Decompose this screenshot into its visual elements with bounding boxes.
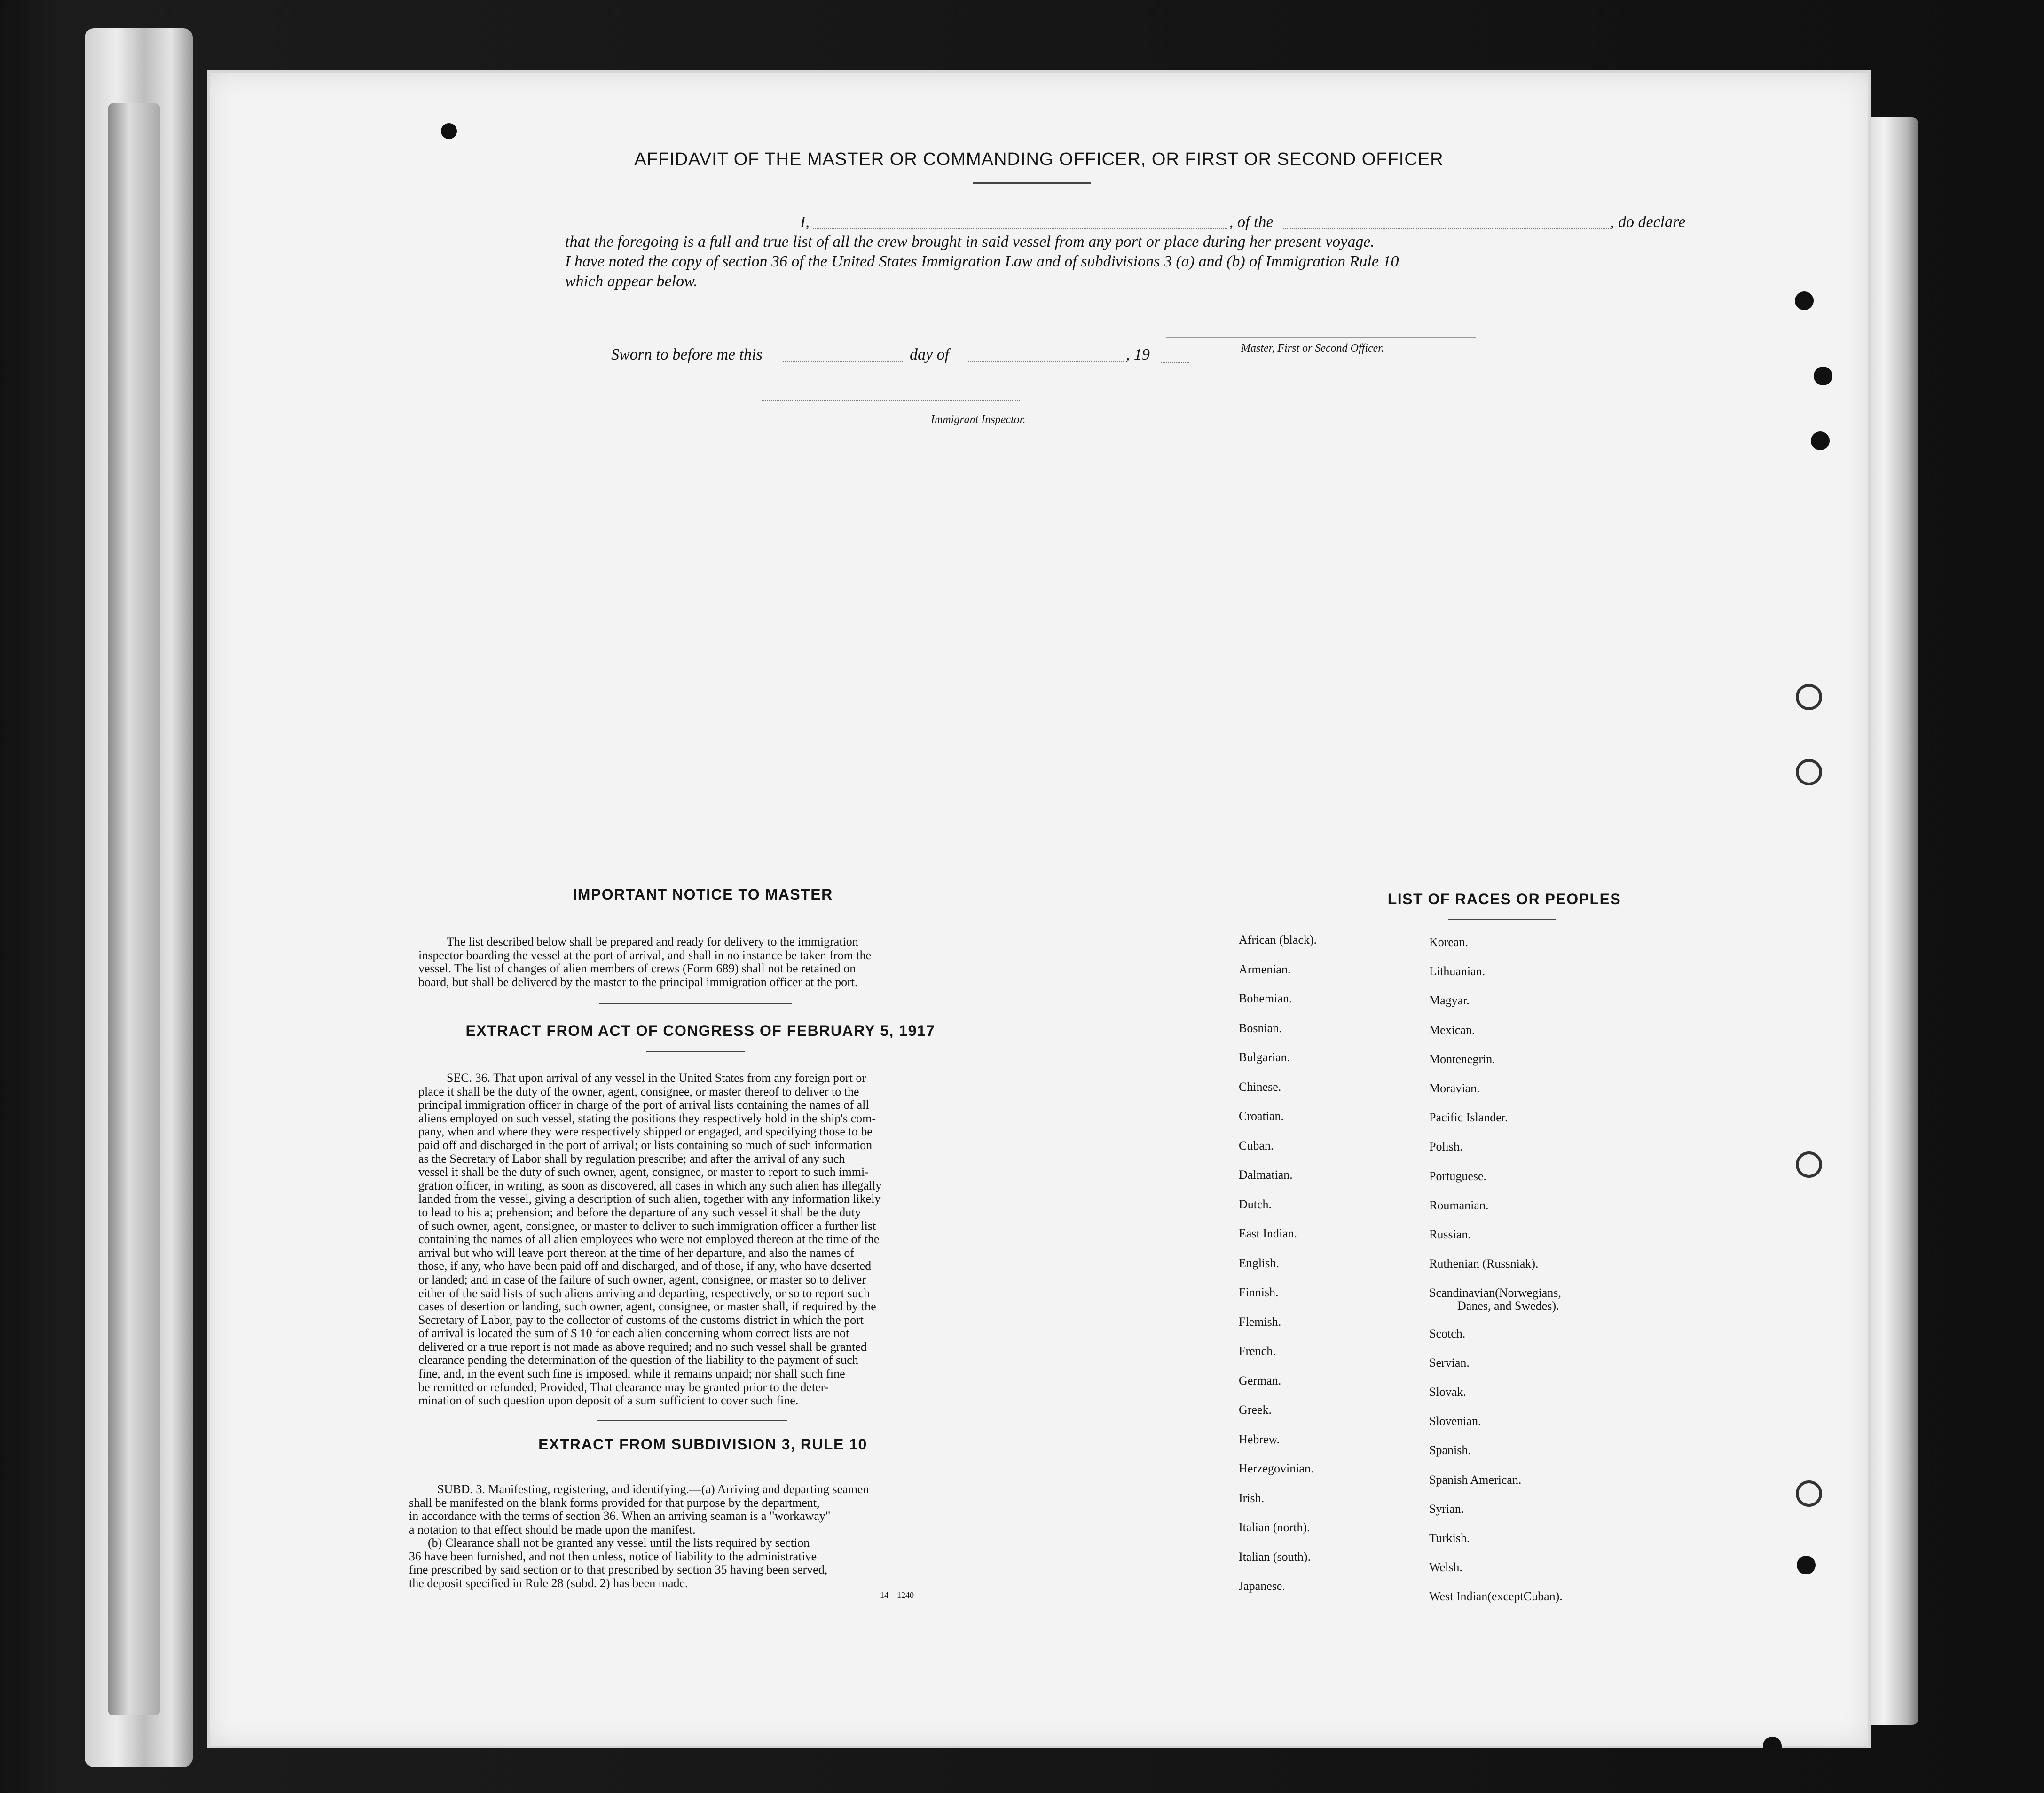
punch-hole bbox=[1795, 291, 1814, 310]
sworn-day-of: day of bbox=[910, 346, 950, 363]
race-item: Lithuanian. bbox=[1429, 964, 1486, 979]
text-line: mination of such question upon deposit of a sum sufficient to cover such fine. bbox=[418, 1394, 799, 1408]
text-line: paid off and discharged in the port of arrival; or lists containing so much of such information bbox=[418, 1138, 873, 1152]
punch-hole bbox=[1797, 1556, 1816, 1574]
affidavit-line-3: I have noted the copy of section 36 of the United States Immigration Law and of subdivisions 3 (a) and (b) of Immigration Rule 10 bbox=[565, 253, 1399, 270]
affidavit-line-2: that the foregoing is a full and true list of all the crew brought in said vessel from any port or place during her present voyage. bbox=[565, 233, 1375, 251]
text-line: or landed; and in case of the failure of such owner, agent, consignee, or master so to deliver bbox=[418, 1273, 866, 1286]
text-line: board, but shall be delivered by the master to the principal immigration officer at the port. bbox=[418, 975, 858, 989]
text-line: to lead to his a; prehension; and before the departure of any such vessel it shall be the duty bbox=[418, 1206, 861, 1219]
race-item: Italian (south). bbox=[1239, 1550, 1311, 1564]
race-item: Dalmatian. bbox=[1239, 1168, 1293, 1182]
extract1-text bbox=[418, 1072, 1001, 1408]
race-item: Polish. bbox=[1429, 1140, 1463, 1154]
race-item: Croatian. bbox=[1239, 1109, 1284, 1123]
race-item: African (black). bbox=[1239, 933, 1317, 947]
race-item: Dutch. bbox=[1239, 1197, 1272, 1211]
signature-line bbox=[1166, 337, 1476, 338]
punch-hole-ring bbox=[1796, 759, 1822, 785]
race-item: West Indian(exceptCuban). bbox=[1429, 1589, 1563, 1604]
text-line: fine prescribed by said section or to that prescribed by section 35 having been served, bbox=[409, 1563, 828, 1576]
text-line: as the Secretary of Labor shall by regulation prescribe; and after the arrival of any such bbox=[418, 1152, 845, 1166]
signature-caption: Master, First or Second Officer. bbox=[1241, 342, 1384, 354]
race-item: Turkish. bbox=[1429, 1531, 1470, 1545]
extract2-text bbox=[409, 1483, 997, 1590]
text-line: inspector boarding the vessel at the port of arrival, and shall in no instance be taken from the bbox=[418, 948, 872, 962]
text-line: landed from the vessel, giving a description of such alien, together with any information likely bbox=[418, 1192, 881, 1206]
race-item: Syrian. bbox=[1429, 1502, 1464, 1516]
divider bbox=[597, 1420, 787, 1421]
text-line: 36 have been furnished, and not then unless, notice of liability to the administrative bbox=[409, 1550, 817, 1563]
text-line: pany, when and where they were respectively shipped or engaged, and specifying those to be bbox=[418, 1125, 873, 1139]
title-underline bbox=[973, 182, 1091, 184]
text-line: SUBD. 3. Manifesting, registering, and identifying.—(a) Arriving and departing seamen bbox=[437, 1483, 869, 1496]
divider bbox=[599, 1003, 792, 1004]
race-item: Welsh. bbox=[1429, 1560, 1462, 1574]
sworn-day-blank bbox=[783, 361, 903, 362]
text-line: principal immigration officer in charge of the port of arrival lists containing the names of all bbox=[418, 1098, 869, 1112]
races-column-1 bbox=[1239, 933, 1427, 1591]
race-item: French. bbox=[1239, 1344, 1276, 1358]
inspector-caption: Immigrant Inspector. bbox=[931, 414, 1026, 426]
sworn-month-blank bbox=[968, 361, 1124, 362]
text-line: a notation to that effect should be made upon the manifest. bbox=[409, 1523, 696, 1536]
punch-hole bbox=[1814, 367, 1832, 385]
text-line: in accordance with the terms of section 36. When an arriving seaman is a "workaway" bbox=[409, 1510, 831, 1523]
affidavit-title: AFFIDAVIT OF THE MASTER OR COMMANDING OFFICER, OR FIRST OR SECOND OFFICER bbox=[634, 149, 1444, 169]
document-page bbox=[207, 70, 1871, 1748]
name-blank bbox=[813, 228, 1227, 229]
text-line: fine, and, in the event such fine is imposed, while it remains unpaid; nor shall such fine bbox=[418, 1367, 845, 1381]
race-item: Portuguese. bbox=[1429, 1169, 1487, 1183]
race-item: Moravian. bbox=[1429, 1081, 1480, 1095]
races-column-2 bbox=[1429, 935, 1711, 1604]
inspector-line bbox=[762, 400, 1020, 401]
punch-hole-ring bbox=[1796, 1480, 1822, 1507]
notice-title: IMPORTANT NOTICE TO MASTER bbox=[573, 886, 833, 903]
race-item: Ruthenian (Russniak). bbox=[1429, 1257, 1539, 1271]
text-line: gration officer, in writing, as soon as discovered, all cases in which any such alien has illegally bbox=[418, 1179, 882, 1192]
affidavit-do-declare: , do declare bbox=[1610, 213, 1686, 231]
binder-edge-left-inner bbox=[108, 103, 160, 1715]
race-item: Finnish. bbox=[1239, 1285, 1279, 1299]
vessel-blank bbox=[1283, 228, 1612, 229]
text-line: the deposit specified in Rule 28 (subd. 2) has been made. bbox=[409, 1576, 688, 1590]
text-line: arrival but who will leave port thereon at the time of her departure, and also the names of bbox=[418, 1246, 854, 1260]
text-line: Secretary of Labor, pay to the collector of customs of the customs district in which the port bbox=[418, 1313, 864, 1327]
affidavit-line-4: which appear below. bbox=[565, 273, 698, 290]
text-line: be remitted or refunded; Provided, That clearance may be granted prior to the deter- bbox=[418, 1380, 829, 1394]
race-item: Spanish American. bbox=[1429, 1472, 1522, 1487]
text-line: of arrival is located the sum of $ 10 for each alien concerning whom correct lists are not bbox=[418, 1327, 849, 1340]
sworn-year-blank bbox=[1161, 362, 1189, 363]
text-line: SEC. 36. That upon arrival of any vessel in the United States from any foreign port or bbox=[447, 1072, 866, 1085]
races-underline bbox=[1448, 919, 1556, 920]
race-item: Russian. bbox=[1429, 1228, 1471, 1241]
race-item: Bosnian. bbox=[1239, 1021, 1282, 1035]
race-item: Greek. bbox=[1239, 1403, 1272, 1417]
text-line: of such owner, agent, consignee, or master to deliver to such immigration officer a further list bbox=[418, 1219, 876, 1233]
sworn-year: , 19 bbox=[1126, 346, 1150, 363]
race-item: Bulgarian. bbox=[1239, 1050, 1290, 1064]
text-line: vessel. The list of changes of alien members of crews (Form 689) shall not be retained on bbox=[418, 962, 856, 975]
punch-hole bbox=[1811, 431, 1830, 450]
race-item: Pacific Islander. bbox=[1429, 1111, 1508, 1125]
race-item: Japanese. bbox=[1239, 1579, 1285, 1593]
race-item: Bohemian. bbox=[1239, 992, 1292, 1005]
race-item: English. bbox=[1239, 1256, 1279, 1270]
notice-text bbox=[418, 935, 1001, 989]
affidavit-of-the: , of the bbox=[1229, 213, 1274, 231]
race-item: German. bbox=[1239, 1373, 1281, 1387]
race-item: Italian (north). bbox=[1239, 1520, 1310, 1534]
race-item: East Indian. bbox=[1239, 1227, 1297, 1240]
race-item: Servian. bbox=[1429, 1355, 1470, 1370]
text-line: place it shall be the duty of the owner, agent, consignee, or master thereof to deliver to the bbox=[418, 1085, 859, 1098]
text-line: cases of desertion or landing, such owner, agent, consignee, or master shall, if required by the bbox=[418, 1300, 876, 1314]
race-item: Armenian. bbox=[1239, 962, 1291, 976]
race-item: Scandinavian(Norwegians, bbox=[1429, 1286, 1561, 1300]
text-line: The list described below shall be prepared and ready for delivery to the immigration bbox=[447, 935, 858, 948]
race-item: Roumanian. bbox=[1429, 1198, 1489, 1212]
punch-hole bbox=[441, 123, 457, 139]
text-line: delivered or a true report is not made as above required; and no such vessel shall be granted bbox=[418, 1340, 867, 1354]
race-item: Slovenian. bbox=[1429, 1414, 1481, 1428]
text-line: either of the said lists of such aliens arriving and departing, respectively, or so to report such bbox=[418, 1286, 870, 1300]
races-title: LIST OF RACES OR PEOPLES bbox=[1387, 891, 1621, 908]
race-item: Herzegovinian. bbox=[1239, 1462, 1314, 1475]
text-line: aliens employed on such vessel, stating the positions they respectively hold in the ship's com- bbox=[418, 1112, 876, 1125]
race-item: Irish. bbox=[1239, 1491, 1265, 1505]
text-line: those, if any, who have been paid off and discharged, and of those, if any, who have deserted bbox=[418, 1260, 872, 1273]
race-item-continued: Danes, and Swedes). bbox=[1457, 1299, 1559, 1313]
text-line: clearance pending the determination of the question of the liability to the payment of such bbox=[418, 1354, 858, 1367]
form-number: 14—1240 bbox=[880, 1590, 914, 1600]
sworn-prefix: Sworn to before me this bbox=[611, 346, 763, 363]
text-line: vessel it shall be the duty of such owner, agent, consignee, or master to report to such immi- bbox=[418, 1166, 869, 1179]
punch-hole-ring bbox=[1796, 684, 1822, 710]
race-item: Mexican. bbox=[1429, 1023, 1475, 1037]
text-line: containing the names of all alien employees who were not employed thereon at the time of the bbox=[418, 1233, 880, 1246]
race-item: Hebrew. bbox=[1239, 1432, 1280, 1446]
race-item: Slovak. bbox=[1429, 1385, 1466, 1399]
extract1-title: EXTRACT FROM ACT OF CONGRESS OF FEBRUARY 5, 1917 bbox=[465, 1022, 936, 1039]
extract1-underline bbox=[646, 1051, 745, 1052]
race-item: Spanish. bbox=[1429, 1443, 1471, 1457]
race-item: Scotch. bbox=[1429, 1326, 1466, 1340]
extract2-title: EXTRACT FROM SUBDIVISION 3, RULE 10 bbox=[538, 1436, 867, 1453]
race-item: Magyar. bbox=[1429, 994, 1470, 1008]
race-item: Korean. bbox=[1429, 935, 1469, 949]
race-item: Chinese. bbox=[1239, 1080, 1281, 1094]
race-item: Flemish. bbox=[1239, 1315, 1281, 1329]
text-line: shall be manifested on the blank forms provided for that purpose by the department, bbox=[409, 1496, 820, 1510]
race-item: Cuban. bbox=[1239, 1138, 1274, 1152]
affidavit-i: I, bbox=[800, 213, 810, 231]
text-line: (b) Clearance shall not be granted any vessel until the lists required by section bbox=[428, 1536, 810, 1550]
race-item: Montenegrin. bbox=[1429, 1052, 1495, 1066]
punch-hole-ring bbox=[1796, 1151, 1822, 1178]
